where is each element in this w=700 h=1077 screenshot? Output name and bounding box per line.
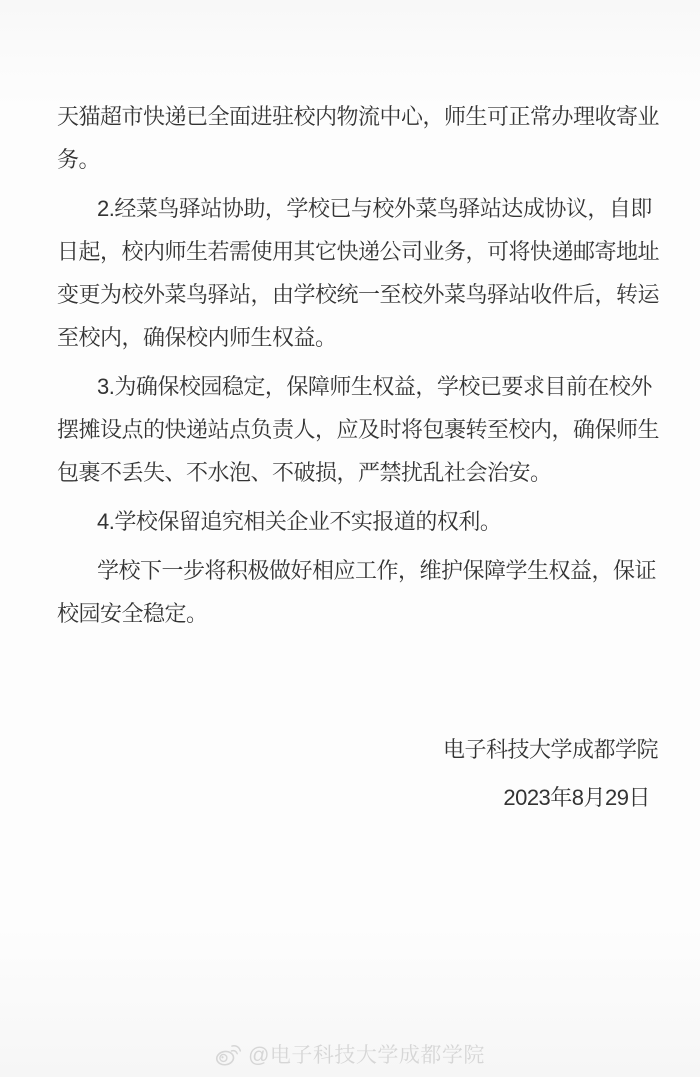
document-line: 2.经菜鸟驿站协助，学校已与校外菜鸟驿站达成协议，自即: [97, 196, 652, 221]
document-line: 务。: [57, 147, 101, 172]
paragraph: [57, 365, 658, 494]
watermark: [0, 1038, 700, 1070]
paragraph: [57, 549, 658, 635]
document-line: 校园安全稳定。: [57, 601, 208, 626]
document-line: 包裹不丢失、不水泡、不破损，严禁扰乱社会治安。: [57, 460, 552, 485]
watermark-text: @电子科技大学成都学院: [248, 1044, 485, 1067]
signature-block: [0, 728, 700, 819]
paragraph: [57, 500, 658, 543]
paragraph: [57, 95, 658, 181]
date: 2023年8月29日: [503, 785, 650, 810]
weibo-logo-icon: [214, 1040, 244, 1068]
document-line: 学校下一步将积极做好相应工作，维护保障学生权益，保证: [97, 558, 657, 583]
document-line: 摆摊设点的快递站点负责人，应及时将包裹转至校内，确保师生: [57, 417, 660, 442]
document-line: 至校内，确保校内师生权益。: [57, 325, 337, 350]
document-line: 3.为确保校园稳定，保障师生权益，学校已要求目前在校外: [97, 374, 652, 399]
document-line: 4.学校保留追究相关企业不实报道的权利。: [97, 509, 502, 534]
document-line: 天猫超市快递已全面进驻校内物流中心，师生可正常办理收寄业: [57, 104, 660, 129]
document-line: 变更为校外菜鸟驿站，由学校统一至校外菜鸟驿站收件后，转运: [57, 282, 660, 307]
signature: 电子科技大学成都学院: [442, 737, 658, 762]
document-line: 日起，校内师生若需使用其它快递公司业务，可将快递邮寄地址: [57, 239, 660, 264]
document-body: [57, 95, 658, 641]
paragraph: [57, 187, 658, 359]
